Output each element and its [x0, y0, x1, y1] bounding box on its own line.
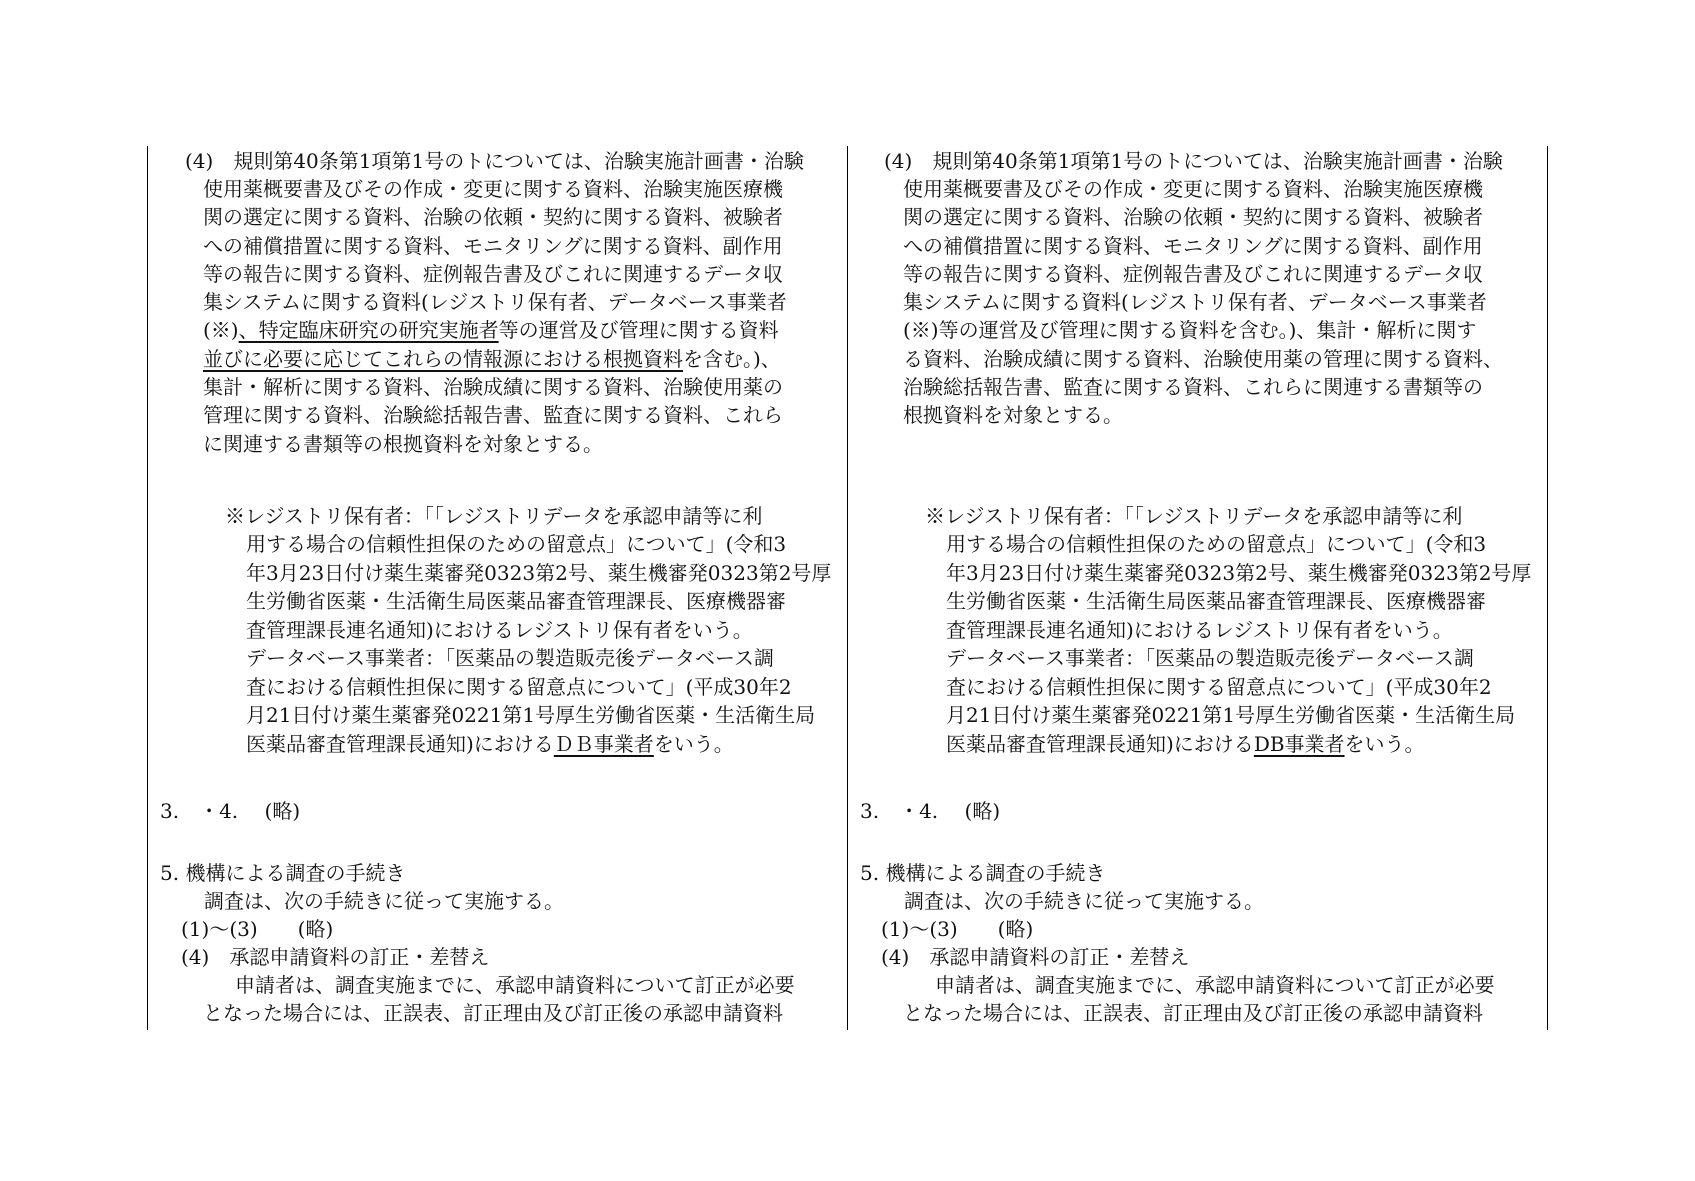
text-run: 等の報告に関する資料、症例報告書及びこれに関連するデータ収: [903, 262, 1483, 286]
text-run: 使用薬概要書及びその作成・変更に関する資料、治験実施医療機: [203, 177, 783, 201]
item4-line: [903, 203, 1483, 231]
items-3-4: 3. ・4. (略): [160, 799, 301, 823]
item4-line: [203, 345, 781, 373]
note-line: [946, 587, 1486, 615]
text-run: 等の報告に関する資料、症例報告書及びこれに関連するデータ収: [203, 262, 783, 286]
text-run: ※レジストリ保有者：「「レジストリデータを承認申請等に利: [925, 504, 1463, 528]
note-line: [946, 730, 1425, 758]
section-5-intro: 調査は、次の手続きに従って実施する。: [904, 889, 1264, 913]
text-run: 月21日付け薬生薬審発0221第1号厚生労働省医薬・生活衛生局: [946, 703, 1516, 727]
underlined-text: 、特定臨床研究の研究実施者: [238, 318, 499, 342]
text-run: データベース事業者：「医薬品の製造販売後データベース調: [946, 646, 1474, 670]
text-run: 等の運営及び管理に関する資料: [498, 318, 779, 342]
text-run: 関の選定に関する資料、治験の依頼・契約に関する資料、被験者: [203, 205, 783, 229]
text-run: (※)等の運営及び管理に関する資料を含む。)、集計・解析に関す: [903, 318, 1477, 342]
section-5-items-1-3: (1)～(3) (略): [881, 917, 1034, 941]
item4-line: [203, 316, 779, 344]
text-run: を含む。)、: [683, 347, 781, 371]
text-run: 用する場合の信頼性担保のための留意点」について」(令和3: [946, 532, 1487, 556]
text-run: 用する場合の信頼性担保のための留意点」について」(令和3: [246, 532, 787, 556]
text-run: 管理に関する資料、治験総括報告書、監査に関する資料、これら: [203, 403, 783, 427]
item4-line: [903, 232, 1483, 260]
text-run: 医薬品審査管理課長通知)における: [946, 732, 1254, 756]
text-run: への補償措置に関する資料、モニタリングに関する資料、副作用: [903, 234, 1483, 258]
item4-line: [903, 401, 1123, 429]
items-3-4: 3. ・4. (略): [860, 799, 1001, 823]
section-5-intro: 調査は、次の手続きに従って実施する。: [204, 889, 564, 913]
note-line: [246, 530, 786, 558]
text-run: 根拠資料を対象とする。: [903, 403, 1123, 427]
text-run: データベース事業者：「医薬品の製造販売後データベース調: [246, 646, 774, 670]
text-run: 生労働省医薬・生活衛生局医薬品審査管理課長、医療機器審: [946, 589, 1486, 613]
note-line: [246, 587, 786, 615]
text-run: 月21日付け薬生薬審発0221第1号厚生労働省医薬・生活衛生局: [246, 703, 816, 727]
text-run: 生労働省医薬・生活衛生局医薬品審査管理課長、医療機器審: [246, 589, 786, 613]
note-line: [246, 559, 831, 587]
column-border-left: [147, 146, 148, 1030]
section-5-items-1-3: (1)～(3) (略): [181, 917, 334, 941]
text-run: をいう。: [1344, 732, 1425, 756]
text-run: 関の選定に関する資料、治験の依頼・契約に関する資料、被験者: [903, 205, 1483, 229]
note-line: [946, 530, 1486, 558]
text-run: 査における信頼性担保に関する留意点について」(平成30年2: [246, 675, 792, 699]
item4-line: [903, 260, 1483, 288]
note-line: [246, 730, 734, 758]
underlined-text: DB事業者: [1253, 732, 1345, 756]
underlined-text: ＤＢ事業者: [553, 732, 654, 756]
section-5-item4-text: 申請者は、調査実施までに、承認申請資料について訂正が必要: [235, 973, 795, 997]
item4-line: [903, 345, 1503, 373]
section-5-item4-text: となった場合には、正誤表、訂正理由及び訂正後の承認申請資料: [903, 1001, 1483, 1025]
text-run: 査管理課長連名通知)におけるレジストリ保有者をいう。: [946, 618, 1453, 642]
text-run: 査における信頼性担保に関する留意点について」(平成30年2: [946, 675, 1492, 699]
text-run: 集計・解析に関する資料、治験成績に関する資料、治験使用薬の: [203, 375, 783, 399]
item4-line: [903, 175, 1483, 203]
item4-line: [203, 232, 783, 260]
item4-line: [203, 175, 783, 203]
text-run: 査管理課長連名通知)におけるレジストリ保有者をいう。: [246, 618, 753, 642]
item4-line: [203, 288, 787, 316]
text-run: (4) 規則第40条第1項第1号のトについては、治験実施計画書・治験: [185, 149, 804, 173]
text-run: をいう。: [653, 732, 734, 756]
item4-line: [203, 401, 783, 429]
note-line: [225, 502, 762, 530]
column-border-middle: [847, 146, 848, 1030]
text-run: 年3月23日付け薬生薬審発0323第2号、薬生機審発0323第2号厚: [246, 561, 832, 585]
text-run: への補償措置に関する資料、モニタリングに関する資料、副作用: [203, 234, 783, 258]
text-run: 集システムに関する資料(レジストリ保有者、データベース事業者: [903, 290, 1487, 314]
item4-line: [203, 430, 603, 458]
text-run: 年3月23日付け薬生薬審発0323第2号、薬生機審発0323第2号厚: [946, 561, 1532, 585]
text-run: 医薬品審査管理課長通知)における: [246, 732, 554, 756]
item4-line: [203, 260, 783, 288]
item4-line: [884, 147, 1503, 175]
text-run: 治験総括報告書、監査に関する資料、これらに関連する書類等の: [903, 375, 1483, 399]
text-run: (※): [203, 318, 239, 342]
note-line: [946, 559, 1531, 587]
section-5-heading: 5. 機構による調査の手続き: [160, 861, 406, 885]
text-run: に関連する書類等の根拠資料を対象とする。: [203, 432, 603, 456]
item4-line: [903, 373, 1483, 401]
section-5-heading: 5. 機構による調査の手続き: [860, 861, 1106, 885]
note-line: [925, 502, 1462, 530]
note-line: [246, 616, 753, 644]
note-line: [946, 644, 1474, 672]
text-run: 集システムに関する資料(レジストリ保有者、データベース事業者: [203, 290, 787, 314]
section-5-item4-title: (4) 承認申請資料の訂正・差替え: [881, 945, 1190, 969]
text-run: ※レジストリ保有者：「「レジストリデータを承認申請等に利: [225, 504, 763, 528]
text-run: 使用薬概要書及びその作成・変更に関する資料、治験実施医療機: [903, 177, 1483, 201]
text-run: (4) 規則第40条第1項第1号のトについては、治験実施計画書・治験: [884, 149, 1503, 173]
note-line: [246, 644, 774, 672]
column-border-right: [1547, 146, 1548, 1030]
note-line: [946, 673, 1492, 701]
note-line: [946, 616, 1453, 644]
note-line: [246, 701, 815, 729]
text-run: る資料、治験成績に関する資料、治験使用薬の管理に関する資料、: [903, 347, 1503, 371]
item4-line: [203, 373, 783, 401]
item4-line: [903, 288, 1487, 316]
underlined-text: 並びに必要に応じてこれらの情報源における根拠資料: [203, 347, 683, 371]
note-line: [246, 673, 792, 701]
item4-line: [903, 316, 1476, 344]
item4-line: [203, 203, 783, 231]
section-5-item4-text: 申請者は、調査実施までに、承認申請資料について訂正が必要: [935, 973, 1495, 997]
note-line: [946, 701, 1515, 729]
section-5-item4-title: (4) 承認申請資料の訂正・差替え: [181, 945, 490, 969]
section-5-item4-text: となった場合には、正誤表、訂正理由及び訂正後の承認申請資料: [203, 1001, 783, 1025]
item4-line: [185, 147, 804, 175]
